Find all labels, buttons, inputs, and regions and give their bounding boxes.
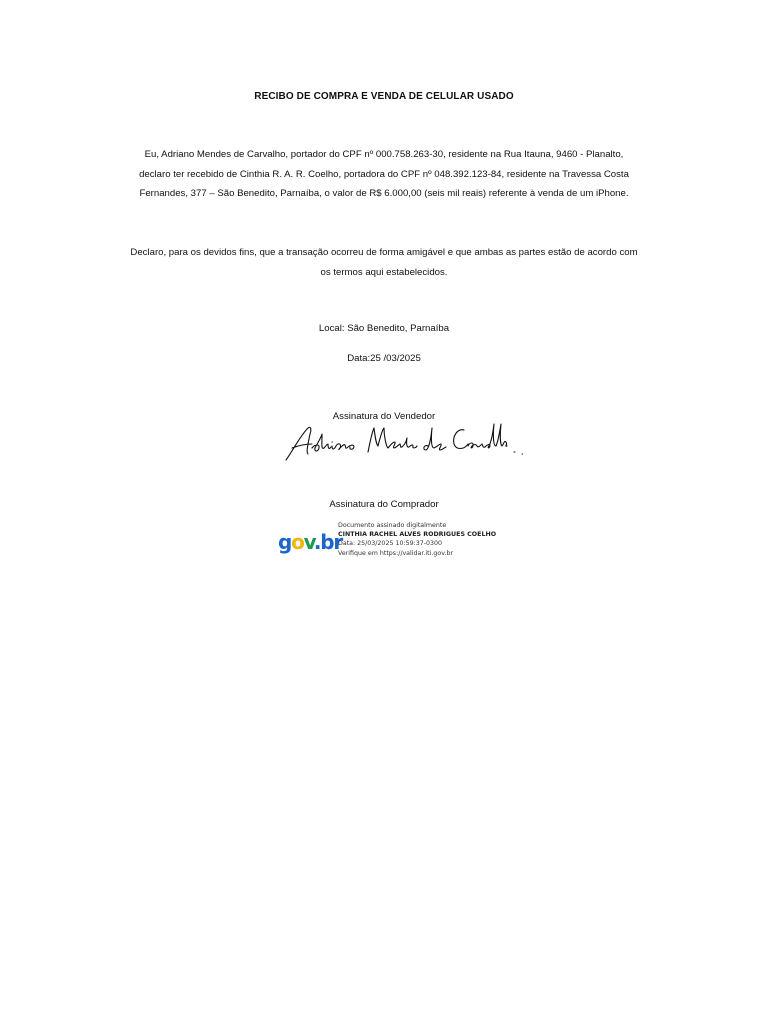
govbr-digital-signature-stamp bbox=[278, 520, 498, 564]
govbr-logo: gov.br bbox=[278, 530, 343, 554]
buyer-signature-label: Assinatura do Comprador bbox=[329, 499, 439, 510]
verification-link-text: Verifique em https://validar.iti.gov.br bbox=[338, 549, 454, 557]
signature-timestamp: Data: 25/03/2025 10:59:37-0300 bbox=[338, 540, 443, 548]
date-line: Data:25 /03/2025 bbox=[347, 353, 421, 364]
location-line: Local: São Benedito, Parnaíba bbox=[318, 323, 450, 334]
paragraph-line: Declaro, para os devidos fins, que a transação ocorreu de forma amigável e que ambas as partes estão de acordo com bbox=[130, 247, 638, 258]
signer-name: CINTHIA RACHEL ALVES RODRIGUES COELHO bbox=[338, 531, 497, 539]
digital-signature-heading: Documento assinado digitalmente bbox=[338, 522, 447, 529]
agreement-paragraph bbox=[0, 243, 768, 282]
seller-handwritten-signature bbox=[282, 414, 532, 466]
paragraph-line: Eu, Adriano Mendes de Carvalho, portador do CPF nº 000.758.263-30, residente na Rua Itauna, 9460 - Planalto, bbox=[144, 149, 624, 160]
document-title: RECIBO DE COMPRA E VENDA DE CELULAR USADO bbox=[254, 91, 514, 102]
paragraph-line: Fernandes, 377 – São Benedito, Parnaíba, o valor de R$ 6.000,00 (seis mil reais) referente à venda de um iPhone. bbox=[139, 188, 629, 199]
receipt-declaration-paragraph bbox=[0, 145, 768, 204]
seller-signature-label: Assinatura do Vendedor bbox=[332, 411, 436, 422]
digital-signature-details bbox=[338, 521, 496, 558]
paragraph-line: declaro ter recebido de Cinthia R. A. R. Coelho, portadora do CPF nº 048.392.123-84, residente na Travessa Costa bbox=[139, 168, 629, 180]
paragraph-line: os termos aqui estabelecidos. bbox=[320, 266, 448, 278]
